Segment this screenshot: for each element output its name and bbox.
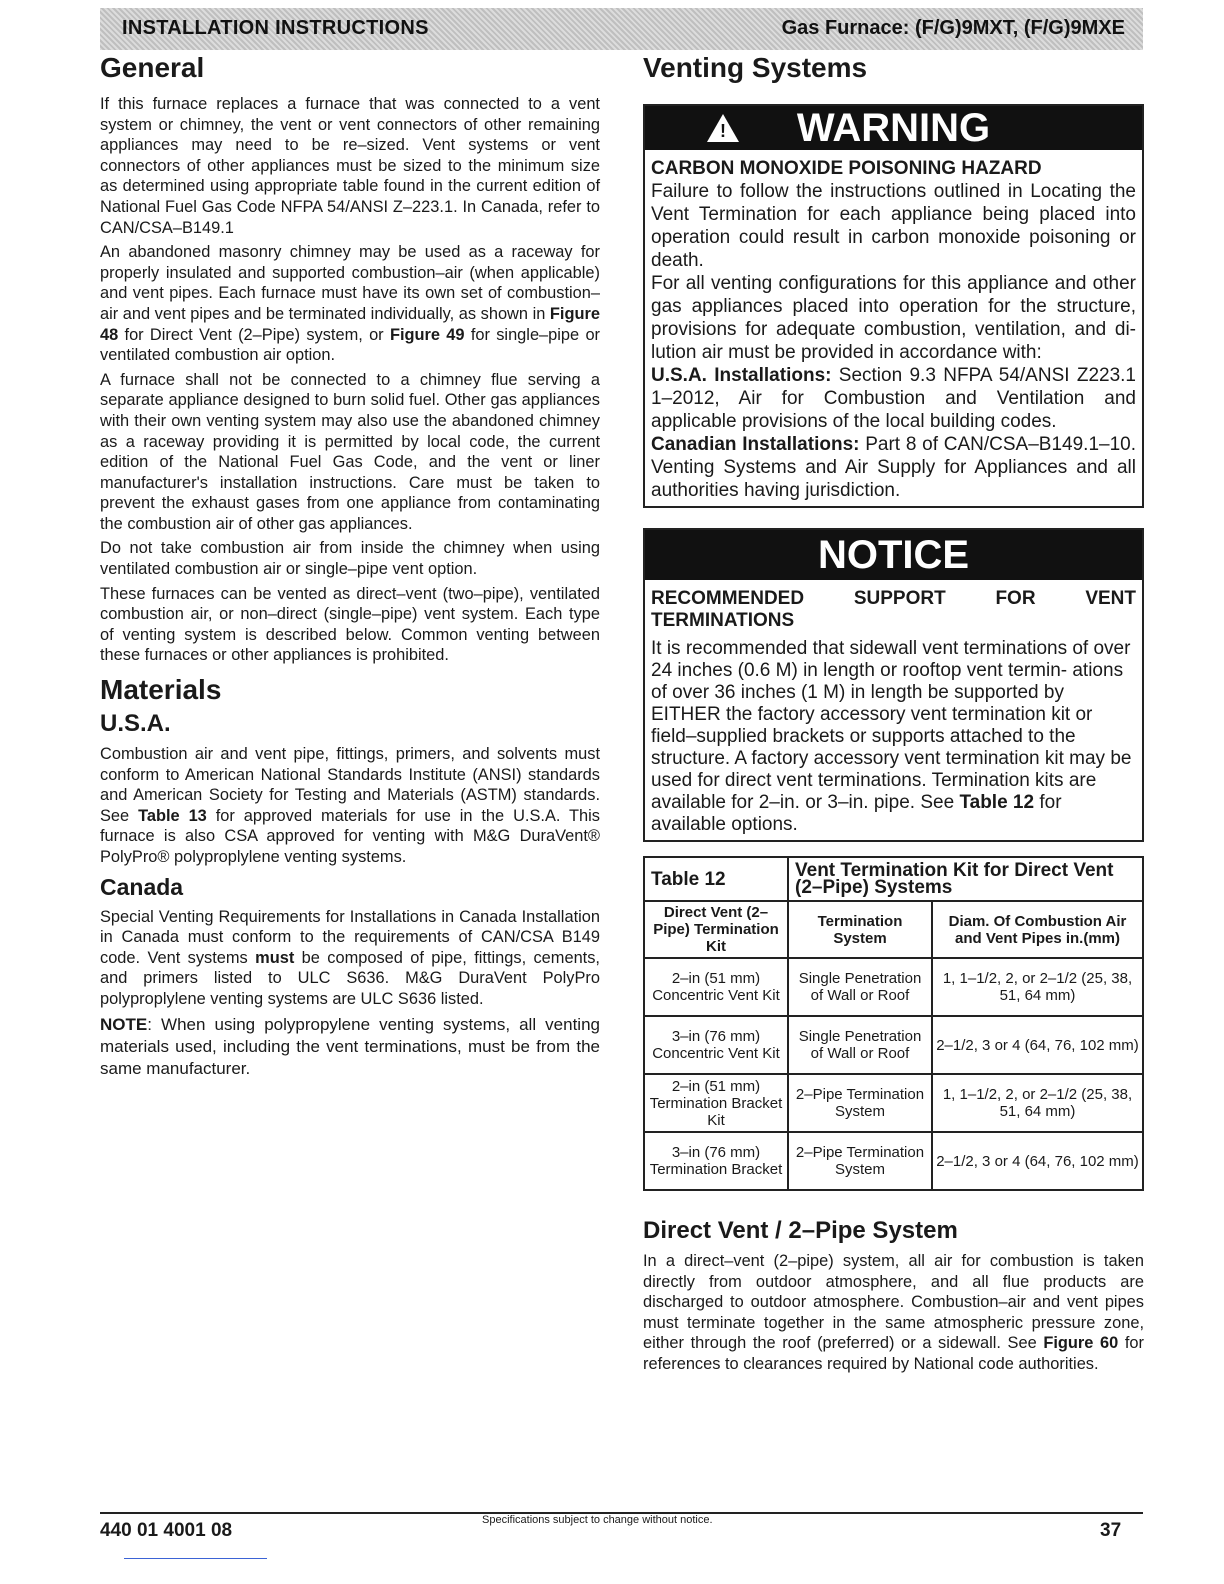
footer-link-underline [124, 1558, 267, 1559]
warning-paragraph-2: For all venting configurations for this appliance and other gas appliances placed into operation for the structure, provisions for adequate combustion, ventilation, and di- lution air must be provided in accordance with: [651, 273, 1136, 363]
general-paragraph-4: Do not take combustion air from inside the chimney when using ventilated combustion air or single–pipe vent option. [100, 539, 600, 579]
warning-title: WARNING [796, 106, 991, 150]
page-header-bar [100, 8, 1143, 50]
general-paragraph-5: These furnaces can be vented as direct–vent (two–pipe), ventilated combustion air, or non–direct (single–pipe) vent system. Each type of venting system is described below. Common venting between these furnaces or other appliances is prohibited. [100, 584, 600, 665]
warning-usa: U.S.A. Installations: Section 9.3 NFPA 54/ANSI Z223.1 1–2012, Air for Combustion and Ventilation and applicable provisions of the local building codes. [651, 365, 1136, 432]
general-paragraph-1: If this furnace replaces a furnace that was connected to a vent system or chimney, the vent or vent connectors of other remaining appliances may need to be re–sized. Vent systems or vent connectors of other appliances must be sized to the minimum size as determined using appropriate table found in the current edition of National Fuel Gas Code NFPA 54/ANSI Z–223.1. In Canada, refer to CAN/CSA–B149.1 [100, 95, 600, 237]
figure-49-ref: Figure 49 [389, 325, 465, 344]
warning-triangle-icon [707, 114, 739, 142]
warning-hazard: CARBON MONOXIDE POISONING HAZARD [651, 158, 1042, 179]
figure-48-ref: Figure 48 [100, 304, 600, 344]
note-label: NOTE [100, 1014, 148, 1034]
table-label: Table 12 [644, 857, 788, 901]
notice-paragraph: It is recommended that sidewall vent terminations of over 24 inches (0.6 M) in length or rooftop vent termin- ations of over 36 inches (1 M) in length be supported by EITHER the factory accessory vent termination kit or field–supplied brackets or supports attached to the structure. A factory accessory vent termination kit may be used for direct vent terminations. Termination kits are available for 2–in. or 3–in. pipe. See Table 12 for available options. [651, 638, 1132, 835]
table-12 [643, 856, 1144, 1191]
figure-60-ref: Figure 60 [1043, 1334, 1119, 1353]
header-title: INSTALLATION INSTRUCTIONS [122, 17, 429, 39]
table-row: 2–in (51 mm) Concentric Vent Kit Single Penetration of Wall or Roof 1, 1–1/2, 2, or 2–1/2 (25, 38, 51, 64 mm) [644, 958, 1143, 1016]
warning-paragraph-1: Failure to follow the instructions outlined in Locating the Vent Termination for each appliance being placed into operation could result in carbon monoxide poisoning or death. [651, 181, 1136, 271]
table-row: 3–in (76 mm) Concentric Vent Kit Single Penetration of Wall or Roof 2–1/2, 3 or 4 (64, 76, 102 mm) [644, 1016, 1143, 1074]
warning-box [643, 104, 1144, 508]
notice-box [643, 528, 1144, 842]
right-column [643, 52, 1144, 1375]
table-12-ref: Table 12 [959, 792, 1035, 813]
materials-heading: Materials [100, 674, 222, 706]
usa-heading: U.S.A. [100, 710, 171, 738]
notice-title: NOTICE [645, 530, 1142, 580]
table-caption: Vent Termination Kit for Direct Vent (2–Pipe) Systems [788, 857, 1143, 901]
warning-canada: Canadian Installations: Part 8 of CAN/CSA–B149.1–10. Venting Systems and Air Supply for Appliances and all authorities having jurisdiction. [651, 434, 1136, 501]
general-heading: General [100, 52, 205, 83]
direct-vent-heading: Direct Vent / 2–Pipe System [643, 1217, 958, 1244]
usa-paragraph: Combustion air and vent pipe, fittings, primers, and solvents must conform to American National Standards Institute (ANSI) standards and American Society for Testing and Materials (ASTM) standards. See Table 13 for approved materials for use in the U.S.A. This furnace is also CSA approved for venting with M&G DuraVent® PolyPro® polyproplylene venting systems. [100, 745, 600, 866]
document-number: 440 01 4001 08 [100, 1520, 233, 1541]
left-column [100, 52, 600, 1080]
warning-title-bar [645, 106, 1142, 150]
canada-heading: Canada [100, 873, 184, 900]
canada-paragraph: Special Venting Requirements for Installations in Canada Installation in Canada must conform to the requirements of CAN/CSA B149 code. Vent systems must be composed of pipe, fittings, cements, and primers listed to ULC S636. M&G DuraVent PolyPro polyproplylene venting systems are ULC S636 listed. [100, 907, 600, 1008]
page-number: 37 [1100, 1520, 1122, 1541]
table-row: 3–in (76 mm) Termination Bracket 2–Pipe Termination System 2–1/2, 3 or 4 (64, 76, 102 mm) [644, 1132, 1143, 1190]
table-row: 2–in (51 mm) Termination Bracket Kit 2–Pipe Termination System 1, 1–1/2, 2, or 2–1/2 (25, 38, 51, 64 mm) [644, 1074, 1143, 1132]
notice-heading: RECOMMENDED SUPPORT FOR VENT TERMINATIONS [651, 588, 1136, 631]
header-model: Gas Furnace: (F/G)9MXT, (F/G)9MXE [781, 17, 1125, 39]
direct-vent-paragraph: In a direct–vent (2–pipe) system, all air for combustion is taken directly from outdoor atmosphere, and all flue products are discharged to outdoor atmosphere. Combustion–air and vent pipes must terminate together in the same atmospheric pressure zone, either through the roof (preferred) or a sidewall. See Figure 60 for references to clearances required by National code authorities. [643, 1252, 1144, 1373]
note-paragraph: NOTE: When using polypropylene venting systems, all venting materials used, including the vent terminations, must be from the same manufacturer. [100, 1014, 600, 1078]
venting-heading: Venting Systems [643, 52, 868, 83]
table-header-row: Direct Vent (2–Pipe) Termination Kit Termination System Diam. Of Combustion Air and Vent Pipes in.(mm) [644, 901, 1143, 958]
general-paragraph-2: An abandoned masonry chimney may be used as a raceway for properly insulated and supported combustion–air (when applicable) and vent pipes. Each furnace must have its own set of combustion–air and vent pipes and be terminated individually, as shown in Figure 48 for Direct Vent (2–Pipe) system, or Figure 49 for single–pipe or ventilated combustion air option. [100, 243, 601, 365]
table-13-ref: Table 13 [138, 806, 207, 825]
general-paragraph-3: A furnace shall not be connected to a chimney flue serving a separate appliance designed to burn solid fuel. Other gas appliances with their own venting system may also use the abandoned chimney as a raceway providing it is permitted by local code, the current edition of the National Fuel Gas Code, and the vent or liner manufacturer's installation instructions. Care must be taken to prevent the exhaust gases from one appliance from contaminating the combustion air of other gas appliances. [100, 370, 600, 533]
footer-disclaimer: Specifications subject to change without notice. [482, 1514, 713, 1526]
